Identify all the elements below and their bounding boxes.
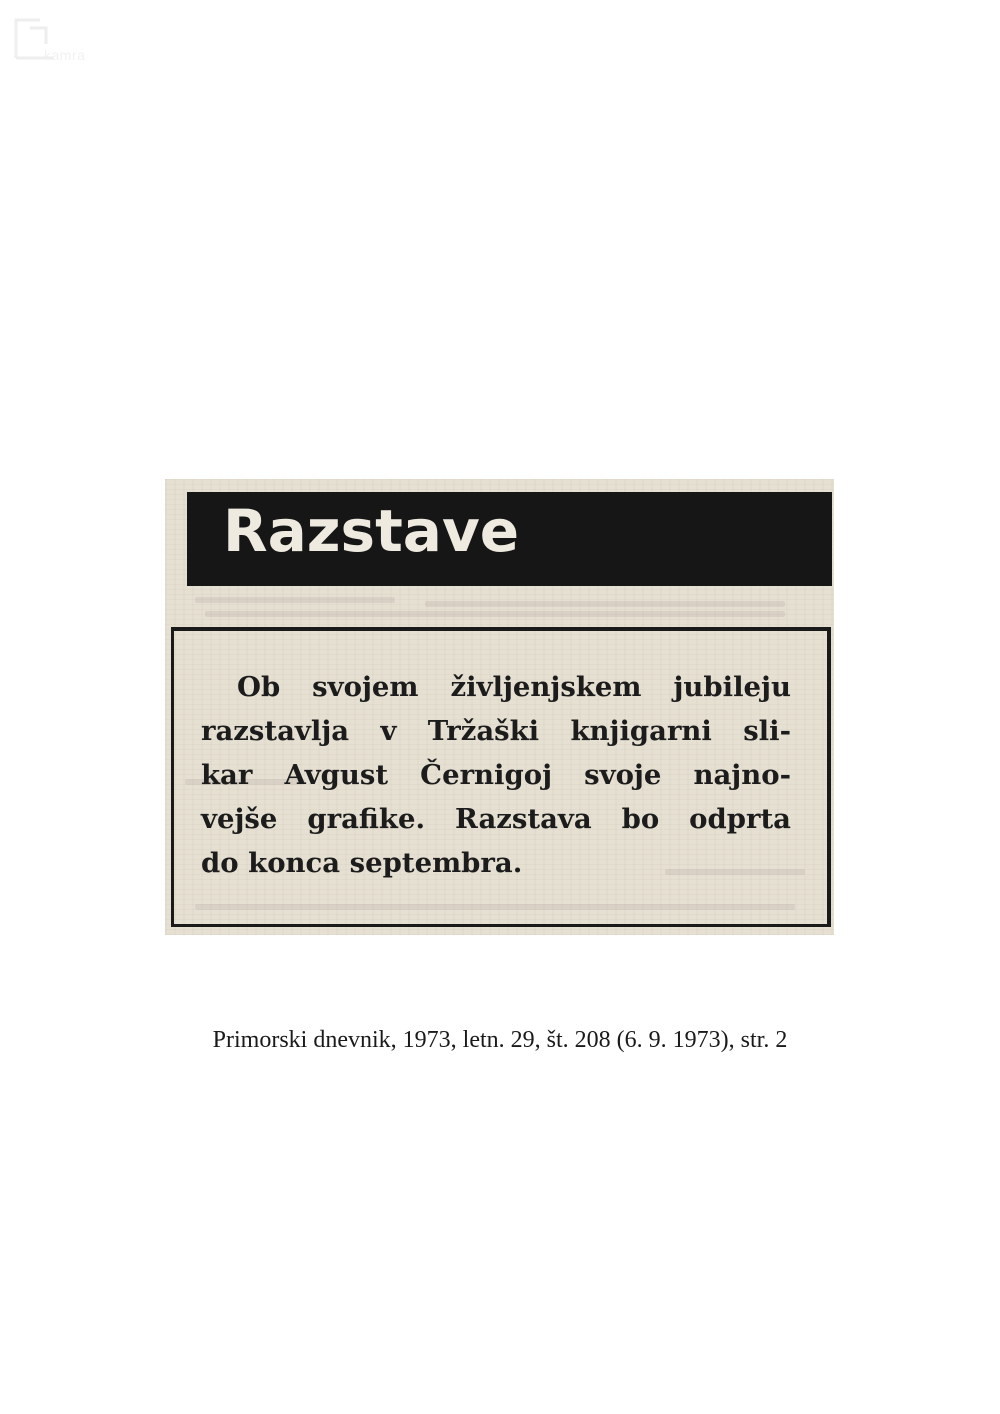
section-header-bar [187,492,832,586]
watermark-text: kamra [44,47,86,63]
watermark-logo [10,14,120,62]
article-line: do konca septembra. [201,847,523,879]
article-line: razstavlja v Tržaški knjigarni sli- [201,715,791,747]
article-line: kar Avgust Černigoj svoje najno- [201,759,791,791]
newspaper-clipping [165,479,834,935]
section-heading: Razstave [223,497,520,565]
source-caption: Primorski dnevnik, 1973, letn. 29, št. 208 (6. 9. 1973), str. 2 [212,1027,788,1053]
article-line: vejše grafike. Razstava bo odprta [201,803,791,835]
article-line: Ob svojem življenjskem jubileju [237,671,791,703]
article-body [201,665,791,885]
